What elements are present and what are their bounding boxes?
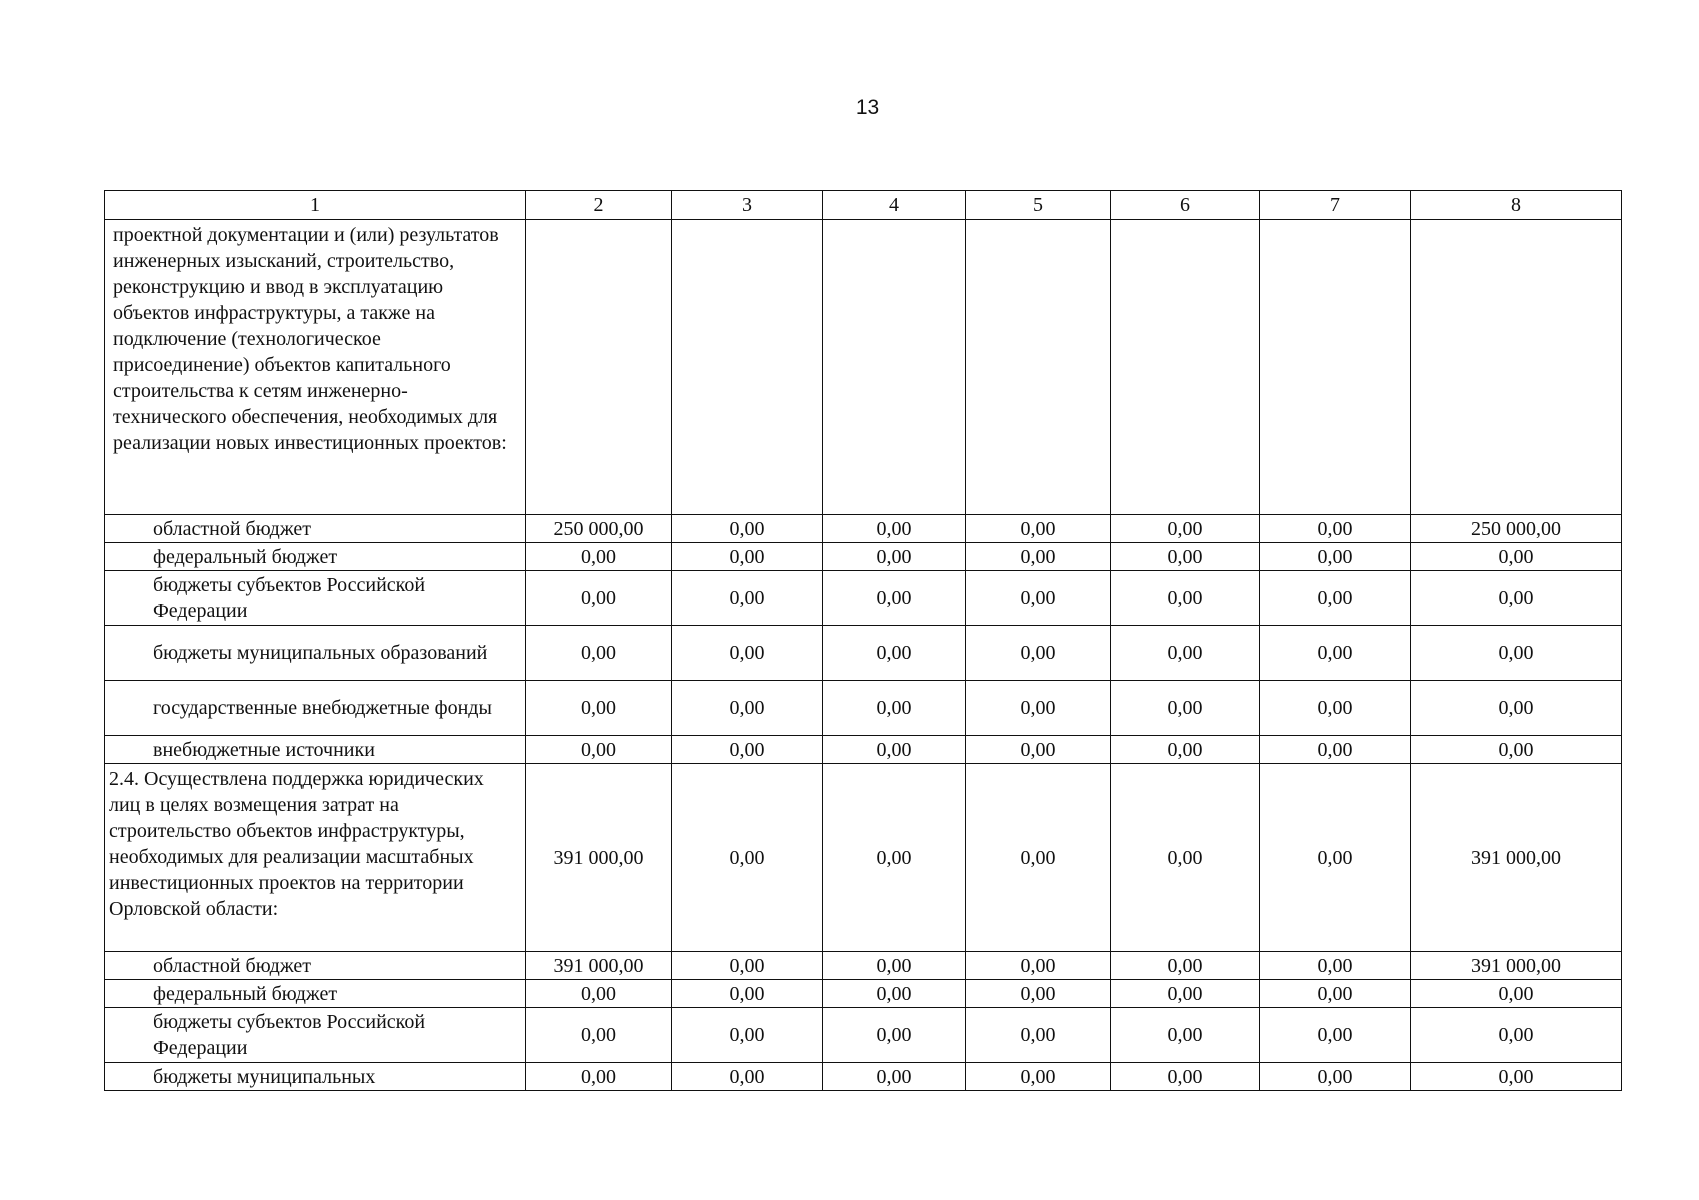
value-cell: 0,00	[1111, 681, 1260, 736]
page-number: 13	[855, 96, 880, 119]
value-cell	[966, 220, 1111, 515]
table-row	[105, 736, 1622, 764]
value-cell: 0,00	[966, 626, 1111, 681]
column-header: 7	[1260, 191, 1411, 220]
value-cell: 0,00	[1111, 626, 1260, 681]
value-cell: 0,00	[526, 1063, 672, 1091]
value-cell: 0,00	[526, 1008, 672, 1063]
value-cell	[526, 220, 672, 515]
value-cell: 0,00	[1411, 1063, 1622, 1091]
row-label: федеральный бюджет	[105, 543, 526, 571]
value-cell: 391 000,00	[1411, 952, 1622, 980]
value-cell: 0,00	[966, 1063, 1111, 1091]
value-cell: 0,00	[672, 543, 823, 571]
column-header: 1	[105, 191, 526, 220]
value-cell: 0,00	[526, 736, 672, 764]
value-cell: 0,00	[1111, 515, 1260, 543]
value-cell: 0,00	[1260, 980, 1411, 1008]
value-cell: 0,00	[1260, 515, 1411, 543]
column-header: 8	[1411, 191, 1622, 220]
table-row	[105, 543, 1622, 571]
value-cell: 0,00	[823, 1063, 966, 1091]
value-cell: 0,00	[672, 764, 823, 952]
value-cell: 0,00	[823, 736, 966, 764]
row-label: бюджеты субъектов Российской Федерации	[105, 1008, 526, 1063]
value-cell: 0,00	[823, 626, 966, 681]
value-cell: 0,00	[966, 571, 1111, 626]
value-cell: 0,00	[966, 736, 1111, 764]
table-row	[105, 764, 1622, 952]
value-cell	[1260, 220, 1411, 515]
value-cell: 0,00	[1111, 736, 1260, 764]
value-cell: 0,00	[1111, 571, 1260, 626]
row-label: областной бюджет	[105, 952, 526, 980]
value-cell: 0,00	[1260, 736, 1411, 764]
value-cell: 0,00	[672, 626, 823, 681]
value-cell: 0,00	[672, 736, 823, 764]
column-header: 4	[823, 191, 966, 220]
value-cell: 0,00	[526, 626, 672, 681]
table-row	[105, 1008, 1622, 1063]
value-cell: 0,00	[823, 952, 966, 980]
value-cell: 0,00	[1411, 1008, 1622, 1063]
table-row	[105, 952, 1622, 980]
value-cell: 0,00	[1111, 543, 1260, 571]
budget-table	[104, 190, 1622, 1091]
value-cell: 0,00	[1260, 681, 1411, 736]
value-cell: 0,00	[1411, 681, 1622, 736]
value-cell: 0,00	[823, 543, 966, 571]
value-cell: 0,00	[1260, 626, 1411, 681]
value-cell: 0,00	[672, 980, 823, 1008]
table-body	[105, 191, 1622, 1091]
value-cell	[672, 220, 823, 515]
value-cell: 0,00	[1111, 952, 1260, 980]
value-cell: 0,00	[1411, 626, 1622, 681]
value-cell: 0,00	[1111, 764, 1260, 952]
value-cell: 0,00	[966, 1008, 1111, 1063]
value-cell: 0,00	[1411, 543, 1622, 571]
row-label: проектной документации и (или) результатов инженерных изысканий, строительство, реконструкцию и ввод в эксплуатацию объектов инфраструктуры, а также на подключение (технологическое присоединение) объектов капитального строительства к сетям инженерно-технического обеспечения, необходимых для реализации новых инвестиционных проектов:	[105, 220, 526, 515]
row-label: 2.4. Осуществлена поддержка юридических лиц в целях возмещения затрат на строительство объектов инфраструктуры, необходимых для реализации масштабных инвестиционных проектов на территории Орловской области:	[105, 764, 526, 952]
value-cell: 0,00	[1411, 571, 1622, 626]
table-row	[105, 626, 1622, 681]
value-cell: 0,00	[1111, 980, 1260, 1008]
value-cell: 0,00	[1111, 1063, 1260, 1091]
row-label: областной бюджет	[105, 515, 526, 543]
value-cell: 391 000,00	[526, 764, 672, 952]
value-cell: 0,00	[1260, 764, 1411, 952]
table-row	[105, 220, 1622, 515]
value-cell: 0,00	[966, 681, 1111, 736]
value-cell: 0,00	[526, 681, 672, 736]
table-row	[105, 515, 1622, 543]
value-cell: 0,00	[1260, 1008, 1411, 1063]
value-cell: 0,00	[672, 1008, 823, 1063]
table-row	[105, 681, 1622, 736]
value-cell: 0,00	[672, 681, 823, 736]
row-label: бюджеты муниципальных образований	[105, 626, 526, 681]
value-cell: 0,00	[672, 571, 823, 626]
value-cell: 0,00	[966, 764, 1111, 952]
value-cell: 0,00	[1260, 952, 1411, 980]
value-cell: 0,00	[1260, 543, 1411, 571]
value-cell: 0,00	[966, 543, 1111, 571]
row-label: бюджеты муниципальных	[105, 1063, 526, 1091]
value-cell: 391 000,00	[1411, 764, 1622, 952]
value-cell: 0,00	[526, 571, 672, 626]
value-cell: 0,00	[823, 980, 966, 1008]
value-cell	[1411, 220, 1622, 515]
value-cell: 0,00	[526, 980, 672, 1008]
value-cell: 0,00	[1260, 571, 1411, 626]
value-cell: 0,00	[1411, 736, 1622, 764]
value-cell: 0,00	[526, 543, 672, 571]
column-header: 3	[672, 191, 823, 220]
value-cell: 0,00	[1411, 980, 1622, 1008]
column-header: 5	[966, 191, 1111, 220]
value-cell: 0,00	[1260, 1063, 1411, 1091]
column-header: 6	[1111, 191, 1260, 220]
value-cell	[1111, 220, 1260, 515]
value-cell: 0,00	[823, 764, 966, 952]
value-cell	[823, 220, 966, 515]
row-label: государственные внебюджетные фонды	[105, 681, 526, 736]
table-row	[105, 980, 1622, 1008]
value-cell: 0,00	[672, 952, 823, 980]
value-cell: 250 000,00	[1411, 515, 1622, 543]
value-cell: 0,00	[966, 952, 1111, 980]
value-cell: 391 000,00	[526, 952, 672, 980]
value-cell: 0,00	[1111, 1008, 1260, 1063]
column-header: 2	[526, 191, 672, 220]
value-cell: 0,00	[672, 1063, 823, 1091]
budget-table-container	[104, 190, 1622, 1091]
value-cell: 0,00	[966, 515, 1111, 543]
column-header-row	[105, 191, 1622, 220]
value-cell: 250 000,00	[526, 515, 672, 543]
row-label: бюджеты субъектов Российской Федерации	[105, 571, 526, 626]
value-cell: 0,00	[823, 515, 966, 543]
value-cell: 0,00	[823, 681, 966, 736]
row-label: внебюджетные источники	[105, 736, 526, 764]
row-label: федеральный бюджет	[105, 980, 526, 1008]
value-cell: 0,00	[823, 1008, 966, 1063]
table-row	[105, 571, 1622, 626]
value-cell: 0,00	[672, 515, 823, 543]
value-cell: 0,00	[966, 980, 1111, 1008]
value-cell: 0,00	[823, 571, 966, 626]
table-row	[105, 1063, 1622, 1091]
